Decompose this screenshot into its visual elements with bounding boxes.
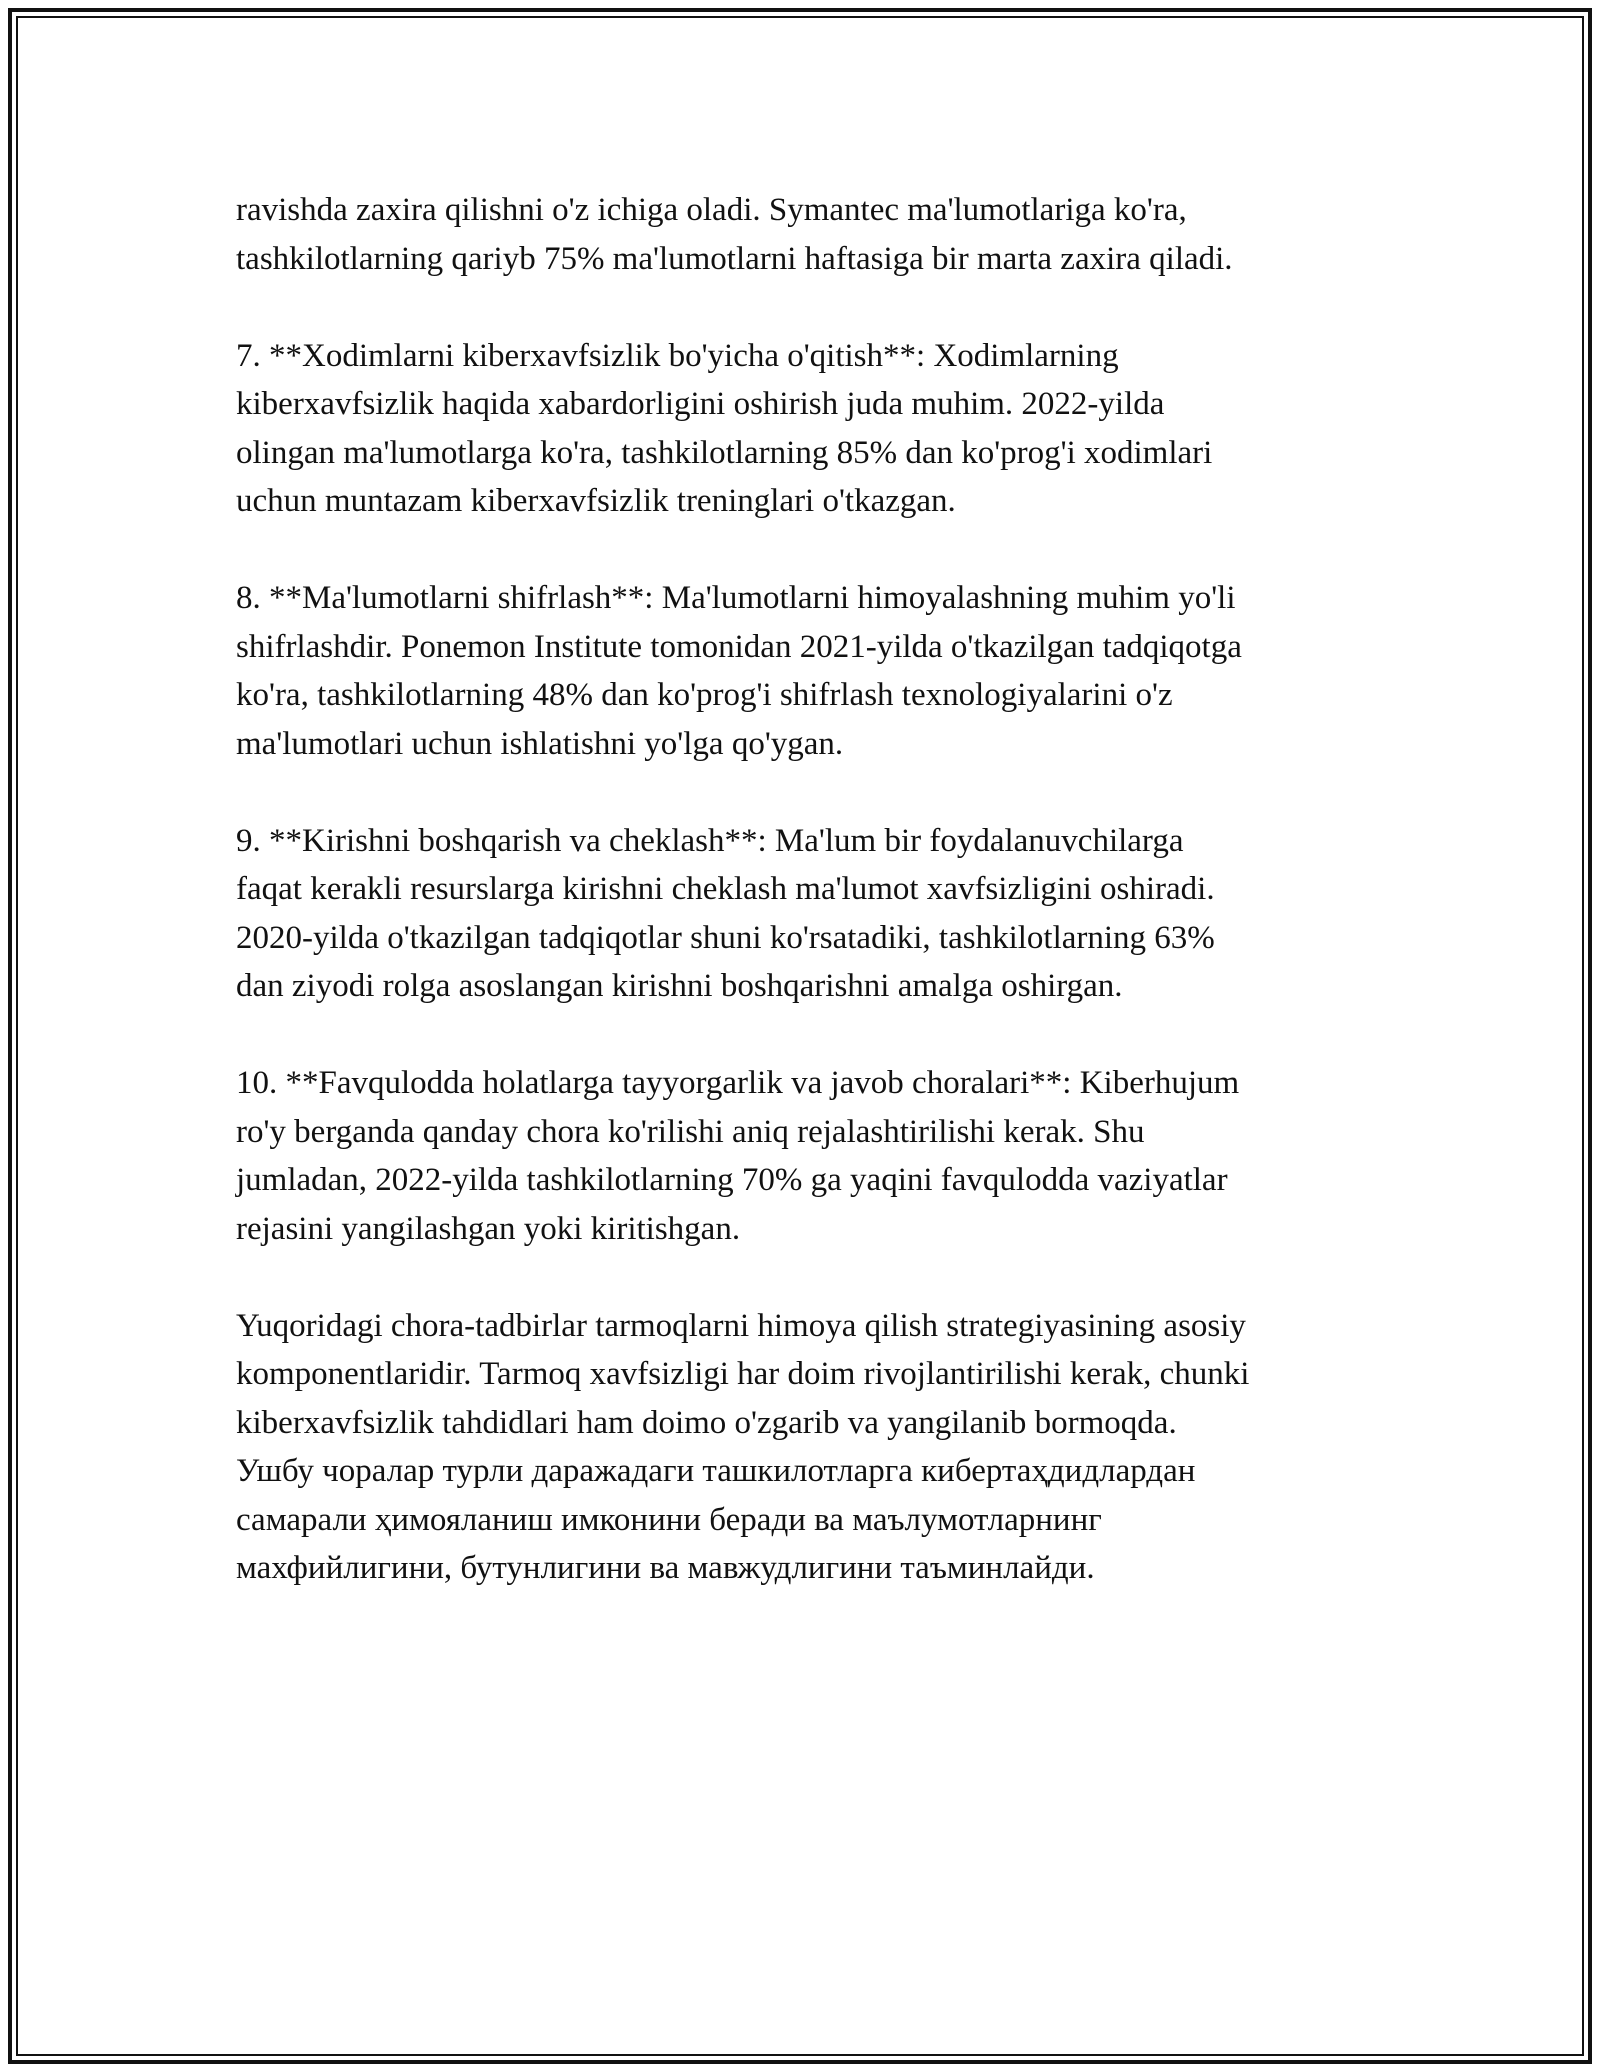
text-line: ro'y berganda qanday chora ko'rilishi aniq rejalashtirilishi kerak. Shu <box>236 1113 1145 1150</box>
paragraph-item-8-encryption <box>236 574 1384 768</box>
text-line: 9. **Kirishni boshqarish va cheklash**: Ma'lum bir foydalanuvchilarga <box>236 822 1184 859</box>
text-line: tashkilotlarning qariyb 75% ma'lumotlarni haftasiga bir marta zaxira qiladi. <box>236 240 1233 277</box>
text-line: ravishda zaxira qilishni o'z ichiga oladi. Symantec ma'lumotlariga ko'ra, <box>236 192 1187 228</box>
text-line: самарали ҳимояланиш имконини беради ва маълумотларнинг <box>236 1501 1102 1538</box>
text-line: 7. **Xodimlarni kiberxavfsizlik bo'yicha o'qitish**: Xodimlarning <box>236 337 1119 374</box>
paragraph-conclusion <box>236 1302 1384 1593</box>
paragraph-item-9-access-control <box>236 817 1384 1011</box>
text-line: jumladan, 2022-yilda tashkilotlarning 70% ga yaqini favqulodda vaziyatlar <box>236 1162 1228 1198</box>
paragraph-item-7-training <box>236 332 1384 526</box>
text-line: ma'lumotlari uchun ishlatishni yo'lga qo'ygan. <box>236 725 844 762</box>
text-line: 2020-yilda o'tkazilgan tadqiqotlar shuni ko'rsatadiki, tashkilotlarning 63% <box>236 919 1215 956</box>
text-line: kiberxavfsizlik tahdidlari ham doimo o'zgarib va yangilanib bormoqda. <box>236 1404 1177 1441</box>
text-line: kiberxavfsizlik haqida xabardorligini oshirish juda muhim. 2022-yilda <box>236 386 1165 422</box>
text-line: komponentlaridir. Tarmoq xavfsizligi har doim rivojlantirilishi kerak, chunki <box>236 1356 1250 1392</box>
text-line: 10. **Favqulodda holatlarga tayyorgarlik va javob choralari**: Kiberhujum <box>236 1065 1240 1101</box>
paragraph-backup-continued <box>236 186 1384 283</box>
text-line: rejasini yangilashgan yoki kiritishgan. <box>236 1210 741 1247</box>
document-body <box>236 186 1384 1641</box>
text-line: faqat kerakli resurslarga kirishni cheklash ma'lumot xavfsizligini oshiradi. <box>236 871 1215 907</box>
text-line: Ушбу чоралар турли даражадаги ташкилотларга кибертаҳдидлардан <box>236 1453 1196 1489</box>
text-line: Yuqoridagi chora-tadbirlar tarmoqlarni himoya qilish strategiyasining asosiy <box>236 1307 1246 1344</box>
paragraph-item-10-emergency-response <box>236 1059 1384 1253</box>
text-line: olingan ma'lumotlarga ko'ra, tashkilotlarning 85% dan ko'prog'i xodimlari <box>236 434 1213 471</box>
text-line: dan ziyodi rolga asoslangan kirishni boshqarishni amalga oshirgan. <box>236 968 1123 1004</box>
text-line: uchun muntazam kiberxavfsizlik treninglari o'tkazgan. <box>236 483 956 519</box>
text-line: 8. **Ma'lumotlarni shifrlash**: Ma'lumotlarni himoyalashning muhim yo'li <box>236 580 1236 616</box>
text-line: ko'ra, tashkilotlarning 48% dan ko'prog'i shifrlash texnologiyalarini o'z <box>236 677 1173 713</box>
text-line: махфийлигини, бутунлигини ва мавжудлигини таъминлайди. <box>236 1550 1095 1586</box>
text-line: shifrlashdir. Ponemon Institute tomonidan 2021-yilda o'tkazilgan tadqiqotga <box>236 628 1242 665</box>
